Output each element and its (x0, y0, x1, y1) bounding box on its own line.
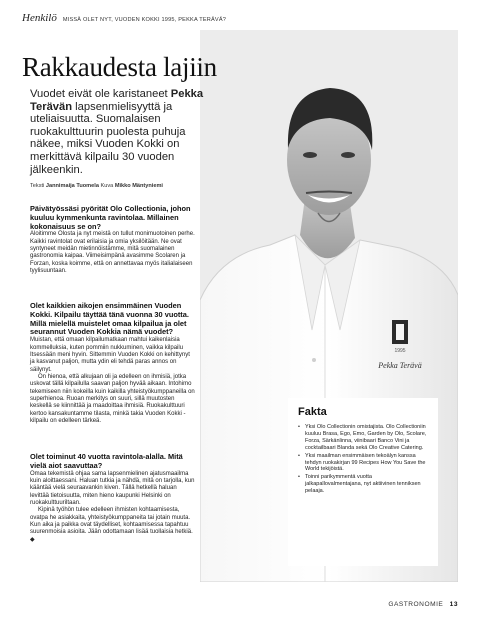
interview-answer: Muistan, että omaan kilpailumatkaan mahtui kaikenlaisia kommelluksia, kuten pommiin nukkuminen, vaikka kilpailu Itsessään meni hyvin. Sittemmin Vuoden Kokki on kehittynyt ja kasvanut paljon, mutta ydin eli tehdä paras annos on säilynyt. (30, 337, 190, 373)
fakta-item: • Yksi Olo Collectionin omistajista. Olo Collectioniin kuuluu Brasa, Ego, Emo, Garden by Olo, Scolare, Forza, Särkänlinna, viinibaari Banco Vini ja cocktailbaari Blanda sekä Olo Creative Catering. (298, 424, 428, 452)
section-label: Henkilö (22, 12, 57, 24)
header-kicker: MISSÄ OLET NYT, VUODEN KOKKI 1995, PEKKA TERÄVÄ? (62, 17, 227, 23)
page-header (22, 12, 226, 26)
page-footer (388, 601, 458, 608)
article-section-3 (30, 453, 196, 544)
lead-text-before: Vuodet eivät ole karistaneet (30, 88, 171, 100)
article-title: Rakkaudesta lajiin (22, 52, 217, 82)
fakta-title: Fakta (298, 406, 327, 418)
lead-name: Pekka Terävän (30, 88, 204, 113)
credits-photo-label: Kuva (100, 183, 114, 189)
credits-photo-author: Mikko Mäntyniemi (114, 183, 163, 189)
fakta-item: • Toinni parikymmentä vuotta jalkapallovalmentajana, nyt aktiivinen tenniksen pelaaja. (298, 474, 428, 495)
page-number: 13 (449, 601, 458, 608)
article-section-1 (30, 205, 196, 275)
footer-magazine-name: GASTRONOMIE (388, 601, 444, 608)
interview-answer: On hienoa, että alkujaan oli ja edelleen on ihmisiä, jotka uskovat tällä kilpailulla saavan paljon hyvää aikaan. Intohimo tekemiseen niin kokeilla kuin kaikilla yhteistyökumppaneilla on superhienoa. Ruoan merkitys on suuri, sillä muutosten keskellä se kiinnittää ja maadoittaa ihmisiä. Ruokakulttuuri kertoo kansakuntamme tilasta, minkä takia Vuoden Kokki -kilpailu on edelleen tärkeä. (30, 373, 195, 424)
article-lead (30, 88, 208, 176)
fakta-item: • Yksi maailman ensimmäisen tekoälyn kanssa tehdyn ruokakirjan 99 Recipes How You Save the World tekijöistä. (298, 453, 428, 474)
fakta-list (298, 424, 428, 495)
article-section-2 (30, 302, 196, 425)
jacket-name-embroidery: Pekka Terävä (378, 361, 422, 370)
interview-answer: Omaa tekemistä ohjaa sama lapsenmielinen ajatusmaailma kuin aloittaessani. Haluan tutkia ja nähdä, mitä on tarjolla, kun kääntää vielä seuraavankin kiven. Tällä hetkellä haluan levittää tietoisuutta, miten hieno kaupunki Helsinki on ruokakulttuuriltaan. (30, 470, 195, 506)
interview-answer (30, 507, 196, 544)
article-credits (30, 183, 210, 189)
lead-text-after: lapsenmielisyyttä ja uteliaisuutta. Suomalaisen ruokakulttuurin puolesta puhuja näkee, miksi Vuoden Kokki on merkittävä kilpailu 30 vuoden jälkeenkin. (30, 100, 186, 176)
jacket-badge-text: 1995 (394, 348, 406, 354)
interview-answer: Aloitimme Olosta ja nyt meistä on tullut monimuotoinen perhe. Kaikki ravintolat ovat erilaisia ja omia yksilöitään. Ne ovat syntyneet meidän mietinnöistämme, mitä suomalainen gastronomia kaipaa. Viimeisimpänä avasimme Scolaren ja Forzan, koska koimme, että on annettavaa myös italialaiseen tyylisuuntaan. (30, 231, 195, 275)
fakta-box (288, 398, 438, 566)
interview-answer-text: Kipinä työhön tulee edelleen ihmisten kohtaamisesta, ovatpa he asiakkaita, yhteistyökumppaneita tai jotain muuta. Kun aika ja paikka ovat täydelliset, kohtaamisessa tapahtuu suurenmoisia asioita. Jään odottamaan lisää tuollaisia hetkiä. (30, 507, 193, 536)
credits-text-label: Teksti (30, 183, 45, 189)
credits-text-author: Jannimaija Tuomela (45, 183, 99, 189)
interview-question: Päivätyössäsi pyörität Olo Collectionia, johon kuuluu kymmenkunta ravintolaa. Millainen kokonaisuus se on? (30, 204, 191, 231)
end-mark: ◆ (30, 536, 35, 543)
interview-question: Olet kaikkien aikojen ensimmäinen Vuoden Kokki. Kilpailu täyttää tänä vuonna 30 vuotta. Millä mielellä muistelet omaa kilpailua ja olet seurannut Vuoden Kokkia nämä vuodet? (30, 301, 189, 337)
interview-question: Olet toiminut 40 vuotta ravintola-alalla. Mitä vielä aiot saavuttaa? (30, 452, 183, 470)
